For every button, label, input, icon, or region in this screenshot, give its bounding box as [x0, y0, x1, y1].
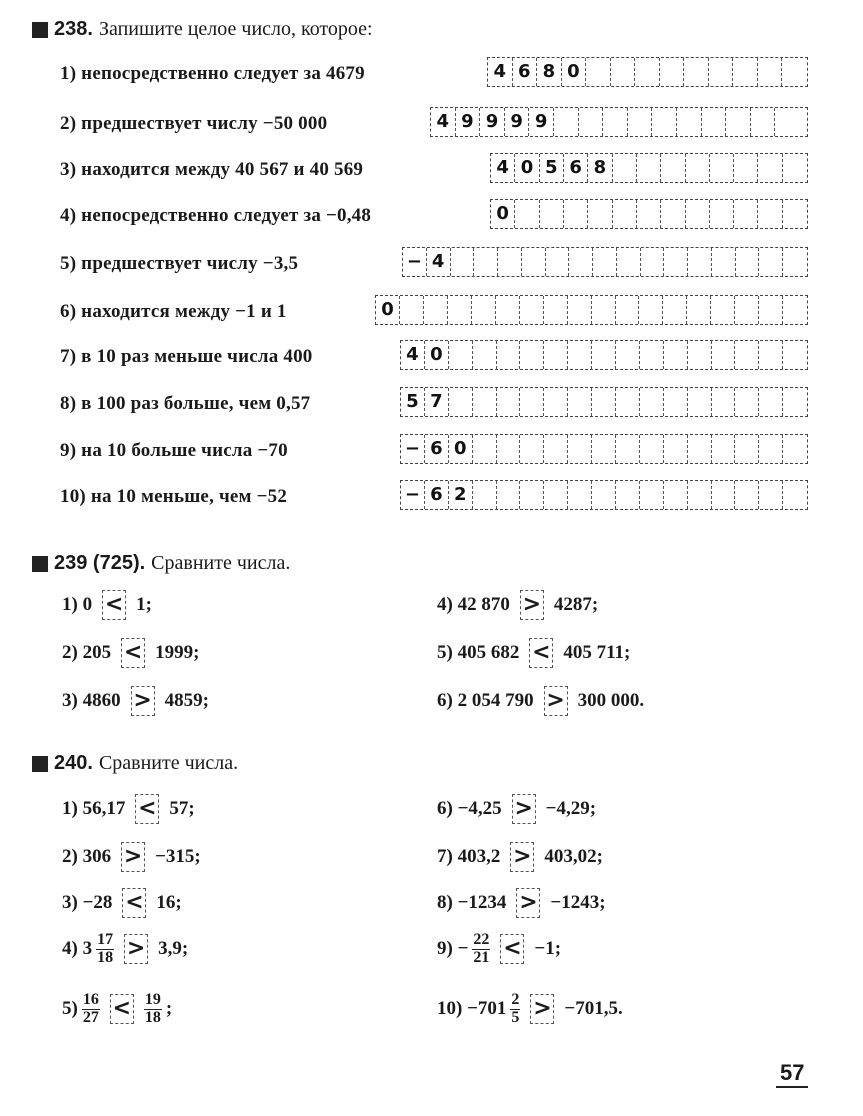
answer-cell[interactable] — [783, 296, 807, 324]
answer-cell[interactable] — [652, 108, 677, 136]
expression-text: 1) 0 — [62, 594, 93, 615]
expression-text: 2) 306 — [62, 846, 112, 867]
answer-cell[interactable]: 7 — [425, 388, 449, 416]
item-label: 10) на 10 меньше, чем −52 — [60, 486, 288, 507]
answer-cell[interactable] — [735, 296, 759, 324]
answer-cell[interactable] — [686, 200, 710, 228]
answer-cell[interactable] — [751, 108, 776, 136]
answer-cell[interactable] — [592, 388, 616, 416]
answer-cell[interactable] — [640, 341, 664, 369]
answer-cell[interactable] — [664, 341, 688, 369]
answer-cell[interactable] — [544, 481, 568, 509]
expression-text: 3) 4860 — [62, 690, 121, 711]
answer-cell[interactable]: 6 — [425, 481, 449, 509]
answer-cell[interactable] — [688, 248, 712, 276]
denominator: 27 — [82, 1008, 99, 1026]
answer-cell[interactable] — [449, 341, 473, 369]
comparison-sign-box[interactable]: > — [512, 794, 536, 824]
comparison-sign-box[interactable]: > — [516, 888, 540, 918]
answer-cell[interactable] — [735, 341, 759, 369]
answer-cell[interactable] — [564, 200, 588, 228]
answer-cell[interactable] — [783, 388, 807, 416]
item-label: 5) предшествует числу −3,5 — [60, 253, 299, 274]
expression-text: 7) 403,2 — [437, 846, 501, 867]
expression-text: 16; — [156, 892, 182, 913]
expression-text: 3) −28 — [62, 892, 113, 913]
answer-cell[interactable] — [603, 108, 628, 136]
answer-cell[interactable] — [522, 248, 546, 276]
comparison-sign-box[interactable]: > — [544, 686, 568, 716]
answer-cell[interactable] — [640, 481, 664, 509]
exercise-240-header — [32, 752, 238, 775]
answer-cell[interactable] — [540, 200, 564, 228]
answer-cell[interactable] — [473, 481, 497, 509]
answer-cell[interactable] — [473, 388, 497, 416]
square-bullet-icon — [32, 556, 48, 572]
answer-cell[interactable]: 0 — [515, 154, 539, 182]
answer-grid[interactable] — [490, 199, 808, 229]
answer-cell[interactable] — [544, 341, 568, 369]
answer-cell[interactable] — [400, 296, 424, 324]
answer-cell[interactable] — [712, 435, 736, 463]
answer-cell[interactable] — [661, 154, 685, 182]
answer-cell[interactable] — [616, 341, 640, 369]
answer-cell[interactable] — [498, 248, 522, 276]
answer-cell[interactable]: 8 — [537, 58, 562, 86]
expression-text: −1; — [534, 938, 562, 960]
answer-cell[interactable] — [759, 296, 783, 324]
answer-cell[interactable] — [520, 296, 544, 324]
answer-cell[interactable] — [586, 58, 611, 86]
answer-cell[interactable]: 4 — [491, 154, 515, 182]
answer-cell[interactable] — [473, 435, 497, 463]
comparison-sign-box[interactable]: > — [530, 994, 554, 1024]
expression-text: 403,02; — [544, 846, 603, 867]
comparison-sign-box[interactable]: < — [135, 794, 159, 824]
numerator: 17 — [97, 931, 114, 948]
answer-cell[interactable] — [579, 108, 604, 136]
answer-cell[interactable] — [497, 435, 521, 463]
denominator: 18 — [144, 1008, 161, 1026]
answer-cell[interactable] — [735, 388, 759, 416]
expression-text: 2) 205 — [62, 642, 112, 663]
answer-cell[interactable] — [710, 200, 734, 228]
numerator: 2 — [511, 991, 520, 1008]
answer-cell[interactable] — [496, 296, 520, 324]
answer-cell[interactable] — [661, 200, 685, 228]
answer-cell[interactable] — [616, 435, 640, 463]
answer-cell[interactable] — [497, 388, 521, 416]
comparison-sign-box[interactable]: < — [102, 590, 126, 620]
answer-cell[interactable] — [637, 200, 661, 228]
expression-text: 6) 2 054 790 — [437, 690, 534, 711]
answer-cell[interactable] — [664, 435, 688, 463]
item-label: 7) в 10 раз меньше числа 400 — [60, 346, 313, 367]
answer-cell[interactable] — [664, 481, 688, 509]
exercise-239-header — [32, 552, 290, 575]
square-bullet-icon — [32, 756, 48, 772]
answer-cell[interactable] — [588, 200, 612, 228]
answer-cell[interactable] — [520, 481, 544, 509]
answer-cell[interactable] — [759, 435, 783, 463]
comparison-sign-box[interactable]: < — [122, 888, 146, 918]
expression-text: −701,5. — [564, 998, 623, 1020]
exercise-number: 240. — [54, 752, 93, 774]
comparison-item — [435, 992, 625, 1027]
answer-cell[interactable] — [783, 154, 807, 182]
answer-cell[interactable] — [592, 435, 616, 463]
answer-cell[interactable] — [639, 296, 663, 324]
comparison-item — [435, 932, 563, 967]
expression-text: 300 000. — [577, 690, 645, 711]
expression-text: 8) −1234 — [437, 892, 507, 913]
expression-text: 6) −4,25 — [437, 798, 502, 819]
answer-cell[interactable]: 6 — [425, 435, 449, 463]
expression-text: 4287; — [553, 594, 599, 615]
answer-cell[interactable] — [726, 108, 751, 136]
answer-cell[interactable] — [712, 388, 736, 416]
comparison-sign-box[interactable]: > — [124, 934, 148, 964]
answer-cell[interactable]: 4 — [401, 341, 425, 369]
answer-cell[interactable] — [758, 58, 783, 86]
answer-cell[interactable] — [775, 108, 800, 136]
comparison-sign-box[interactable]: < — [121, 638, 145, 668]
item-label: 6) находится между −1 и 1 — [60, 301, 287, 322]
answer-cell[interactable] — [616, 388, 640, 416]
answer-cell[interactable] — [424, 296, 448, 324]
answer-cell[interactable] — [640, 435, 664, 463]
answer-cell[interactable] — [735, 481, 759, 509]
fraction — [472, 932, 490, 967]
answer-cell[interactable] — [628, 108, 653, 136]
answer-cell[interactable] — [544, 435, 568, 463]
answer-cell[interactable] — [677, 108, 702, 136]
answer-cell[interactable] — [759, 341, 783, 369]
answer-cell[interactable] — [684, 58, 709, 86]
exercise-number: 238. — [54, 18, 93, 40]
comparison-item — [60, 992, 174, 1027]
answer-cell[interactable] — [758, 154, 782, 182]
answer-cell[interactable] — [641, 248, 665, 276]
answer-cell[interactable]: 0 — [449, 435, 473, 463]
answer-cell[interactable] — [637, 154, 661, 182]
answer-cell[interactable] — [474, 248, 498, 276]
answer-cell[interactable] — [544, 296, 568, 324]
comparison-sign-box[interactable]: < — [110, 994, 134, 1024]
expression-text: −315; — [155, 846, 201, 867]
answer-cell[interactable]: 9 — [456, 108, 481, 136]
answer-cell[interactable] — [688, 388, 712, 416]
exercise-238-header — [32, 18, 373, 41]
answer-cell[interactable] — [687, 296, 711, 324]
answer-cell[interactable] — [735, 435, 759, 463]
comparison-sign-box[interactable]: < — [500, 934, 524, 964]
answer-cell[interactable] — [451, 248, 475, 276]
answer-cell[interactable]: 2 — [449, 481, 473, 509]
expression-text: −1243; — [550, 892, 606, 913]
answer-cell[interactable] — [783, 341, 807, 369]
answer-cell[interactable]: 6 — [513, 58, 538, 86]
answer-cell[interactable]: − — [401, 435, 425, 463]
answer-cell[interactable] — [660, 58, 685, 86]
exercise-number: 239 (725). — [54, 552, 146, 574]
comparison-item — [435, 794, 598, 824]
answer-grid[interactable] — [487, 57, 808, 87]
fraction — [510, 992, 520, 1027]
answer-cell[interactable] — [569, 248, 593, 276]
item-label: 4) непосредственно следует за −0,48 — [60, 205, 372, 226]
answer-cell[interactable] — [734, 154, 758, 182]
answer-grid[interactable] — [430, 107, 808, 137]
answer-cell[interactable] — [688, 341, 712, 369]
comparison-item — [60, 842, 203, 872]
answer-cell[interactable] — [686, 154, 710, 182]
expression-text: 4) 42 870 — [437, 594, 510, 615]
item-label: 2) предшествует числу −50 000 — [60, 113, 328, 134]
answer-cell[interactable] — [783, 248, 807, 276]
answer-cell[interactable]: 9 — [529, 108, 554, 136]
answer-cell[interactable] — [710, 154, 734, 182]
answer-cell[interactable] — [592, 296, 616, 324]
expression-text: 1) 56,17 — [62, 798, 126, 819]
answer-cell[interactable] — [568, 388, 592, 416]
page-number: 57 — [776, 1060, 808, 1088]
answer-cell[interactable]: − — [401, 481, 425, 509]
answer-cell[interactable] — [712, 341, 736, 369]
answer-cell[interactable]: 4 — [431, 108, 456, 136]
expression-text: −4,29; — [545, 798, 597, 819]
answer-cell[interactable] — [664, 248, 688, 276]
answer-cell[interactable] — [568, 435, 592, 463]
answer-cell[interactable] — [758, 200, 782, 228]
answer-cell[interactable] — [663, 296, 687, 324]
answer-cell[interactable] — [712, 481, 736, 509]
answer-grid[interactable] — [490, 153, 808, 183]
numerator: 22 — [473, 931, 490, 948]
comparison-item — [60, 932, 190, 967]
answer-cell[interactable]: 9 — [505, 108, 530, 136]
answer-cell[interactable] — [613, 200, 637, 228]
fraction — [96, 932, 114, 967]
exercise-title: Сравните числа. — [98, 752, 239, 774]
answer-cell[interactable] — [568, 481, 592, 509]
expression-text: 5) — [62, 998, 78, 1020]
answer-cell[interactable] — [759, 388, 783, 416]
comparison-item — [60, 638, 201, 668]
denominator: 18 — [97, 948, 114, 966]
comparison-sign-box[interactable]: < — [529, 638, 553, 668]
answer-cell[interactable] — [497, 481, 521, 509]
answer-cell[interactable] — [616, 481, 640, 509]
answer-cell[interactable]: 0 — [425, 341, 449, 369]
answer-cell[interactable] — [593, 248, 617, 276]
expression-text: ; — [165, 998, 173, 1020]
expression-text: 4) 3 — [62, 938, 93, 960]
answer-cell[interactable] — [520, 435, 544, 463]
answer-cell[interactable] — [617, 248, 641, 276]
answer-cell[interactable] — [709, 58, 734, 86]
answer-cell[interactable] — [711, 296, 735, 324]
answer-cell[interactable]: 4 — [427, 248, 451, 276]
answer-cell[interactable] — [448, 296, 472, 324]
expression-text: 1; — [136, 594, 152, 615]
comparison-sign-box[interactable]: > — [510, 842, 534, 872]
answer-cell[interactable]: 4 — [488, 58, 513, 86]
answer-cell[interactable] — [783, 200, 807, 228]
item-label: 8) в 100 раз больше, чем 0,57 — [60, 393, 311, 414]
answer-cell[interactable]: 6 — [564, 154, 588, 182]
answer-grid[interactable] — [400, 387, 808, 417]
answer-cell[interactable]: 0 — [491, 200, 515, 228]
comparison-item — [435, 842, 605, 872]
answer-cell[interactable]: 5 — [540, 154, 564, 182]
comparison-sign-box[interactable]: > — [520, 590, 544, 620]
expression-text: 3,9; — [158, 938, 189, 960]
answer-cell[interactable]: 8 — [588, 154, 612, 182]
answer-cell[interactable] — [497, 341, 521, 369]
comparison-sign-box[interactable]: > — [121, 842, 145, 872]
item-label: 1) непосредственно следует за 4679 — [60, 63, 365, 84]
fraction — [144, 992, 162, 1027]
answer-cell[interactable] — [702, 108, 727, 136]
numerator: 19 — [144, 991, 161, 1008]
answer-grid[interactable] — [400, 434, 808, 464]
answer-cell[interactable] — [736, 248, 760, 276]
numerator: 16 — [82, 991, 99, 1008]
comparison-item — [60, 888, 184, 918]
answer-grid[interactable] — [375, 295, 808, 325]
expression-text: 9) − — [437, 938, 469, 960]
answer-cell[interactable] — [611, 58, 636, 86]
comparison-item — [435, 590, 600, 620]
expression-text: 405 711; — [563, 642, 631, 663]
answer-cell[interactable] — [640, 388, 664, 416]
answer-cell[interactable]: 0 — [376, 296, 400, 324]
expression-text: 5) 405 682 — [437, 642, 520, 663]
exercise-title: Запишите целое число, которое: — [98, 18, 373, 40]
answer-cell[interactable] — [664, 388, 688, 416]
answer-grid[interactable] — [400, 480, 808, 510]
answer-cell[interactable] — [688, 481, 712, 509]
answer-cell[interactable] — [546, 248, 570, 276]
answer-cell[interactable] — [592, 341, 616, 369]
comparison-item — [60, 686, 211, 716]
comparison-item — [435, 638, 632, 668]
answer-cell[interactable] — [783, 481, 807, 509]
answer-cell[interactable] — [544, 388, 568, 416]
answer-cell[interactable] — [568, 296, 592, 324]
exercise-title: Сравните числа. — [151, 552, 291, 574]
answer-cell[interactable] — [734, 200, 758, 228]
expression-text: 1999; — [155, 642, 200, 663]
answer-cell[interactable] — [759, 481, 783, 509]
answer-cell[interactable] — [759, 248, 783, 276]
comparison-item — [60, 590, 154, 620]
answer-cell[interactable]: 9 — [480, 108, 505, 136]
answer-cell[interactable] — [449, 388, 473, 416]
answer-cell[interactable] — [688, 435, 712, 463]
square-bullet-icon — [32, 22, 48, 38]
answer-cell[interactable] — [592, 481, 616, 509]
answer-cell[interactable] — [613, 154, 637, 182]
comparison-item — [60, 794, 197, 824]
comparison-item — [435, 686, 646, 716]
answer-cell[interactable] — [712, 248, 736, 276]
comparison-item — [435, 888, 608, 918]
answer-cell[interactable]: 0 — [562, 58, 587, 86]
answer-cell[interactable] — [733, 58, 758, 86]
answer-cell[interactable] — [783, 435, 807, 463]
denominator: 21 — [473, 948, 490, 966]
answer-cell[interactable] — [554, 108, 579, 136]
answer-cell[interactable] — [473, 341, 497, 369]
answer-cell[interactable] — [782, 58, 807, 86]
answer-cell[interactable]: − — [403, 248, 427, 276]
expression-text: 10) −701 — [437, 998, 507, 1020]
answer-cell[interactable] — [568, 341, 592, 369]
expression-text: 57; — [169, 798, 195, 819]
comparison-sign-box[interactable]: > — [131, 686, 155, 716]
answer-grid[interactable] — [402, 247, 808, 277]
item-label: 9) на 10 больше числа −70 — [60, 440, 288, 461]
item-label: 3) находится между 40 567 и 40 569 — [60, 159, 364, 180]
answer-cell[interactable] — [472, 296, 496, 324]
answer-grid[interactable] — [400, 340, 808, 370]
fraction — [82, 992, 100, 1027]
expression-text: 4859; — [164, 690, 209, 711]
answer-cell[interactable]: 5 — [401, 388, 425, 416]
answer-cell[interactable] — [515, 200, 539, 228]
denominator: 5 — [511, 1008, 520, 1026]
answer-cell[interactable] — [616, 296, 640, 324]
answer-cell[interactable] — [635, 58, 660, 86]
answer-cell[interactable] — [520, 341, 544, 369]
answer-cell[interactable] — [520, 388, 544, 416]
